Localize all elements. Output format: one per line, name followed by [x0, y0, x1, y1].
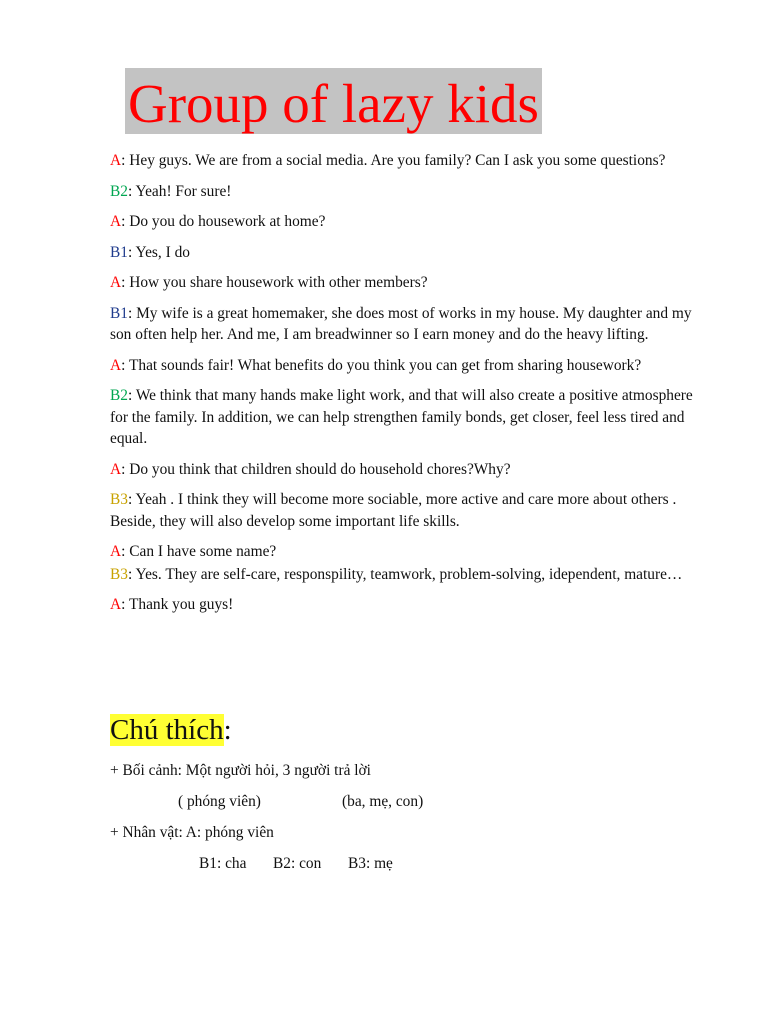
dialogue-text: : Yes, I do: [127, 243, 190, 261]
character-b1: B1: cha: [199, 855, 247, 872]
context-role-family: (ba, mẹ, con): [342, 793, 424, 810]
dialogue-line: [110, 242, 710, 264]
notes-heading: [110, 711, 232, 749]
dialogue-line: [110, 459, 710, 481]
notes-heading-colon: :: [223, 714, 232, 746]
speaker-label: A: [110, 596, 122, 613]
character-b3: B3: mẹ: [348, 855, 393, 872]
dialogue-text: : Yeah! For sure!: [127, 182, 232, 200]
dialogue-line: [110, 564, 710, 586]
speaker-label: A: [110, 356, 122, 374]
context-role-reporter: ( phóng viên): [178, 793, 261, 810]
speaker-label: B1: [110, 304, 128, 322]
dialogue-line: [110, 303, 710, 346]
speaker-label: B2: [110, 182, 128, 200]
dialogue-text: : How you share housework with other members?: [121, 274, 428, 291]
dialogue-text: : Yeah . I think they will become more sociable, more active and care more about others . Beside, they will also develop some important life skills.: [110, 491, 677, 530]
speaker-label: B1: [110, 243, 128, 261]
dialogue-text: : My wife is a great homemaker, she does most of works in my house. My daughter and my son often help her. And me, I am breadwinner so I earn money and do the heavy lifting.: [110, 304, 692, 343]
speaker-label: B3: [110, 491, 128, 508]
speaker-label: A: [110, 543, 122, 560]
dialogue-line: [110, 594, 710, 616]
dialogue-text: : Can I have some name?: [121, 543, 277, 560]
dialogue-text: : We think that many hands make light work, and that will also create a positive atmosphere for the family. In addition, we can help strengthen family bonds, get closer, feel less tired and equal.: [110, 387, 693, 447]
dialogue-text: : Do you think that children should do household chores?Why?: [121, 460, 511, 478]
dialogue-text: : Hey guys. We are from a social media. Are you family? Can I ask you some questions?: [121, 152, 666, 169]
dialogue-text: : Yes. They are self-care, responspility, teamwork, problem-solving, idependent, mature…: [127, 565, 683, 583]
dialogue-line: [110, 489, 710, 532]
notes-heading-text: Chú thích: [110, 714, 224, 746]
dialogue-line: [110, 272, 710, 294]
dialogue: [110, 150, 710, 625]
context-line: + Bối cảnh: Một người hỏi, 3 người trả lời: [110, 762, 371, 779]
speaker-label: B2: [110, 387, 128, 404]
dialogue-line: [110, 541, 710, 563]
dialogue-text: : That sounds fair! What benefits do you think you can get from sharing housework?: [121, 356, 642, 374]
characters-line: + Nhân vật: A: phóng viên: [110, 824, 274, 841]
dialogue-text: : Do you do housework at home?: [121, 213, 326, 230]
speaker-label: A: [110, 460, 122, 478]
speaker-label: A: [110, 213, 122, 230]
dialogue-text: : Thank you guys!: [121, 596, 234, 613]
speaker-label: A: [110, 274, 122, 291]
speaker-label: B3: [110, 565, 128, 583]
speaker-label: A: [110, 152, 122, 169]
dialogue-line: [110, 181, 710, 203]
dialogue-line: [110, 355, 710, 377]
dialogue-line: [110, 385, 710, 450]
character-b2: B2: con: [273, 855, 322, 872]
dialogue-line: [110, 150, 710, 172]
dialogue-line: [110, 211, 710, 233]
page-title: Group of lazy kids: [125, 68, 542, 134]
